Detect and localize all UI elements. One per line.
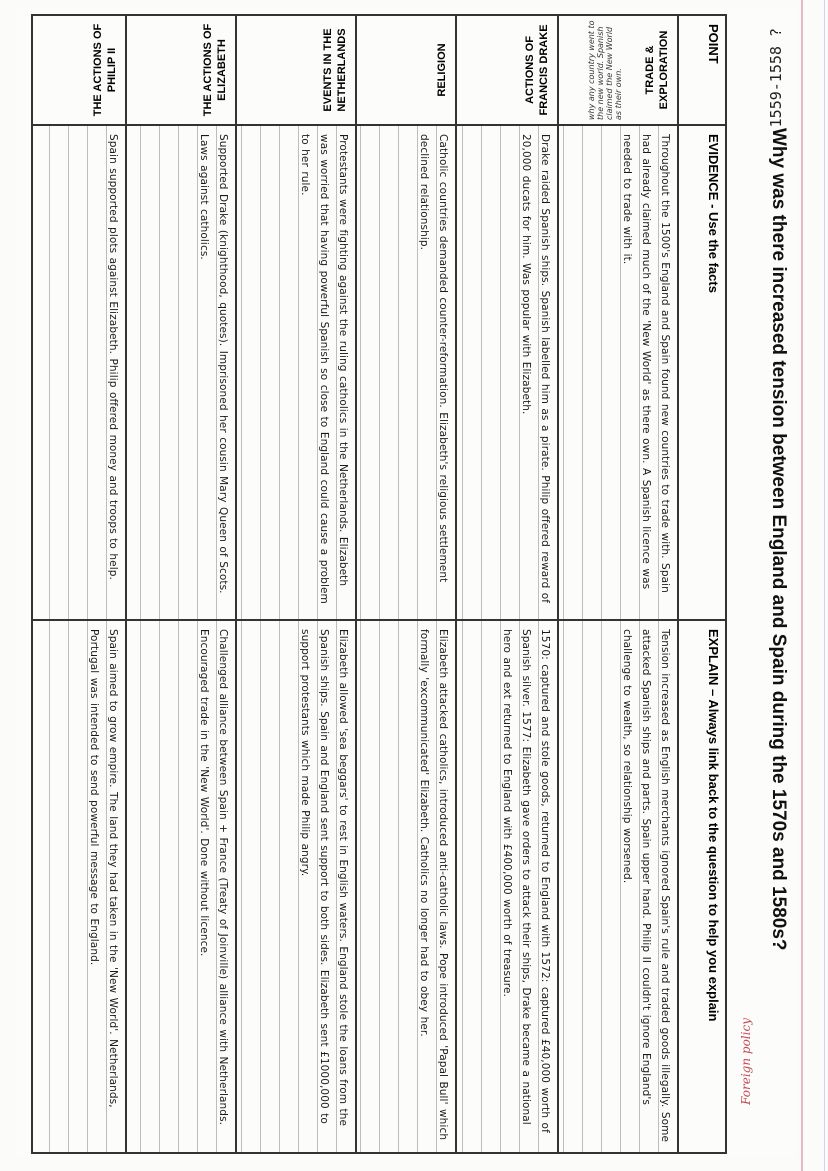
margin-line bbox=[801, 0, 803, 1171]
explain-cell bbox=[356, 620, 456, 1153]
point-label: TRADE & EXPLORATION bbox=[644, 30, 670, 110]
explain-cell bbox=[32, 620, 126, 1153]
point-label: RELIGION bbox=[436, 43, 448, 97]
handwritten-date-note: 1559-1558 ? bbox=[767, 28, 785, 128]
table-row bbox=[126, 15, 236, 1153]
point-cell bbox=[32, 15, 126, 125]
point-cell bbox=[558, 15, 678, 125]
explain-text: Spain aimed to grow empire. The land they had taken in the 'New World'. Netherlands, Portugal was intended to send powerful message to England. bbox=[88, 629, 119, 1108]
explain-text: 1570: captured and stole goods, returned to England with 1572: captured £40,000 worth of Spanish silver. 1577: Elizabeth gave orders to attack their ships, Drake became a national hero and ext returned to England with £400,000 worth of treasure. bbox=[501, 629, 551, 1133]
header-point: POINT bbox=[678, 15, 726, 125]
evidence-cell bbox=[356, 125, 456, 620]
worksheet bbox=[15, 8, 795, 1158]
table-header-row bbox=[678, 15, 726, 1153]
explain-text: Challenged alliance between Spain + France (Treaty of Joinville) alliance with Netherlands. Encouraged trade in the 'New World'. Done without licence. bbox=[198, 629, 229, 1126]
explain-text: Elizabeth allowed 'sea beggars' to rest in English waters. England stole the loans from the Spanish ships. Spain and England sent support to both sides. Elizabeth sent £1000,000 to support protestants which made Philip angry. bbox=[299, 629, 349, 1127]
explain-cell bbox=[236, 620, 356, 1153]
worksheet-table bbox=[31, 14, 727, 1154]
evidence-text: Throughout the 1500's England and Spain found new countries to trade with. Spain had already claimed much of the 'New World' as there own. A Spanish licence was needed to trade with it. bbox=[621, 134, 671, 593]
evidence-cell bbox=[236, 125, 356, 620]
evidence-text: Drake raided Spanish ships. Spanish labelled him as a pirate. Philip offered reward of 20,000 ducats for him. Was popular with Elizabeth. bbox=[520, 134, 551, 604]
explain-cell bbox=[558, 620, 678, 1153]
table-row bbox=[356, 15, 456, 1153]
evidence-text: Supported Drake (knighthood, quotes). Imprisoned her cousin Mary Queen of Scots. Laws against catholics. bbox=[198, 134, 229, 594]
point-cell bbox=[126, 15, 236, 125]
point-label: THE ACTIONS OF PHILIP II bbox=[92, 23, 118, 117]
evidence-cell bbox=[32, 125, 126, 620]
evidence-cell bbox=[456, 125, 558, 620]
header-evidence: EVIDENCE - Use the facts bbox=[678, 125, 726, 620]
explain-cell bbox=[456, 620, 558, 1153]
header-explain: EXPLAIN – Always link back to the question to help you explain bbox=[678, 620, 726, 1153]
point-cell bbox=[356, 15, 456, 125]
evidence-text: Catholic countries demanded counter-reformation. Elizabeth's religious settlement declined relationship. bbox=[418, 134, 449, 583]
point-label: EVENTS IN THE NETHERLANDS bbox=[322, 28, 348, 112]
explain-cell bbox=[126, 620, 236, 1153]
point-label: ACTIONS OF FRANCIS DRAKE bbox=[524, 24, 550, 116]
evidence-text: Spain supported plots against Elizabeth. Philip offered money and troops to help. bbox=[107, 134, 119, 580]
explain-text: Tension increased as English merchants ignored Spain's rule and traded goods illegally. Some attacked Spanish ships and parts. Spain upper hand. Philip II couldn't ignore England's challenge to wealth, so relationship worsened. bbox=[621, 629, 671, 1143]
evidence-text: Protestants were fighting against the ruling catholics in the Netherlands. Elizabeth was worried that having powerful Spanish so close to England could cause a problem to her rule. bbox=[299, 134, 349, 604]
explain-text: Elizabeth attacked catholics, introduced anti-catholic laws. Pope introduced 'Papal Bull' which formally 'excommunicated' Elizabeth. Catholics no longer had to obey her. bbox=[418, 629, 449, 1141]
evidence-cell bbox=[558, 125, 678, 620]
worksheet-title: Why was there increased tension between England and Spain during the 1570s and 1580s? bbox=[768, 128, 789, 951]
point-cell bbox=[456, 15, 558, 125]
table-row bbox=[32, 15, 126, 1153]
table-row bbox=[558, 15, 678, 1153]
table-row bbox=[236, 15, 356, 1153]
point-label: THE ACTIONS OF ELIZABETH bbox=[202, 23, 228, 117]
point-handwritten-note: why any country went to the new world. Spanish claimed the New World as their own. bbox=[587, 20, 623, 120]
handwritten-side-note: Foreign policy bbox=[739, 1018, 753, 1105]
point-cell bbox=[236, 15, 356, 125]
evidence-cell bbox=[126, 125, 236, 620]
table-row bbox=[456, 15, 558, 1153]
